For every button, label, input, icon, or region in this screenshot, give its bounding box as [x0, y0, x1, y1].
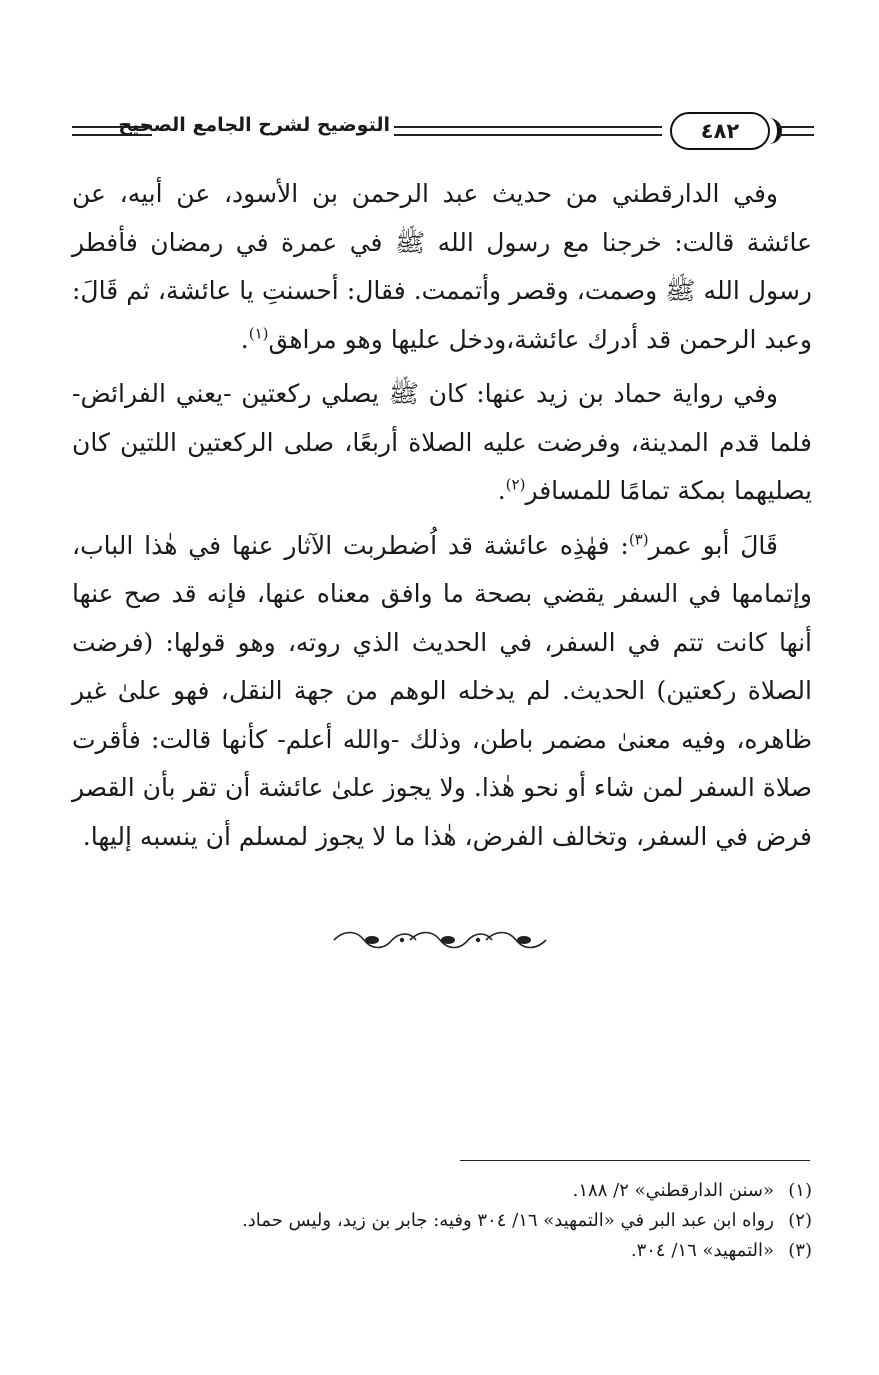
- footnote-number: (١): [788, 1180, 812, 1201]
- ornament-divider-icon: [330, 926, 550, 954]
- running-header: [72, 112, 814, 156]
- paragraph-1: [72, 170, 812, 364]
- footnote-text: رواه ابن عبد البر في «التمهيد» ١٦/ ٣٠٤ وفيه: جابر بن زيد، وليس حماد.: [242, 1210, 774, 1231]
- footnote-3: [72, 1236, 812, 1266]
- book-title: التوضيح لشرح الجامع الصحيح: [118, 114, 390, 136]
- main-text: [72, 170, 812, 867]
- page-number: ٤٨٢: [700, 119, 740, 143]
- footnote-ref-3[interactable]: (٣): [628, 530, 649, 549]
- page-number-badge: [670, 112, 770, 150]
- paragraph-text: وفي رواية حماد بن زيد عنها: كان ﷺ يصلي ركعتين -يعني الفرائض- فلما قدم المدينة، وفرضت عليه الصلاة أربعًا، صلى الركعتين اللتين كان يصليهما بمكة تمامًا للمسافر: [72, 379, 812, 505]
- paragraph-tail: .: [240, 324, 249, 354]
- header-rule: [778, 134, 814, 136]
- header-rule: [778, 126, 814, 128]
- footnote-text: «التمهيد» ١٦/ ٣٠٤.: [630, 1240, 774, 1261]
- footnote-text: «سنن الدارقطني» ٢/ ١٨٨.: [572, 1180, 774, 1201]
- footnote-1: [72, 1176, 812, 1206]
- header-rule: [394, 126, 662, 128]
- footnote-2: [72, 1206, 812, 1236]
- header-rule: [394, 134, 662, 136]
- paragraph-text: : فهٰذِه عائشة قد اُضطربت الآثار عنها في هٰذا الباب، وإتمامها في السفر يقضي بصحة ما وافق معناه عنها، فإنه قد صح عنها أنها كانت تتم في السفر، في الحديث الذي روته، وهو قولها: (فرضت الصلاة ركعتين) الحديث. لم يدخله الوهم من جهة النقل، فهو علىٰ غير ظاهره، وفيه معنىٰ مضمر باطن، وذلك -والله أعلم- كأنها قالت: فأقرت صلاة السفر لمن شاء أو نحو هٰذا. ولا يجوز علىٰ عائشة أن تقر بأن القصر فرض في السفر، وتخالف الفرض، هٰذا ما لا يجوز لمسلم أن ينسبه إليها.: [72, 530, 812, 851]
- footnote-number: (٢): [788, 1210, 812, 1231]
- footnotes: [72, 1176, 812, 1266]
- paragraph-3: [72, 522, 812, 862]
- paragraph-text: وفي الدارقطني من حديث عبد الرحمن بن الأسود، عن أبيه، عن عائشة قالت: خرجنا مع رسول الله ﷺ في عمرة في رمضان فأفطر رسول الله ﷺ وصمت، وقصر وأتممت. فقال: أحسنتِ يا عائشة، ثم قَالَ: وعبد الرحمن قد أدرك عائشة،ودخل عليها وهو مراهق: [72, 179, 812, 354]
- footnote-separator: [460, 1160, 810, 1161]
- paragraph-lead: قَالَ أبو عمر: [648, 530, 779, 560]
- footnote-ref-1[interactable]: (١): [248, 324, 269, 343]
- footnote-number: (٣): [788, 1240, 812, 1261]
- footnote-ref-2[interactable]: (٢): [505, 475, 526, 494]
- paragraph-2: [72, 370, 812, 516]
- paragraph-tail: .: [497, 476, 506, 505]
